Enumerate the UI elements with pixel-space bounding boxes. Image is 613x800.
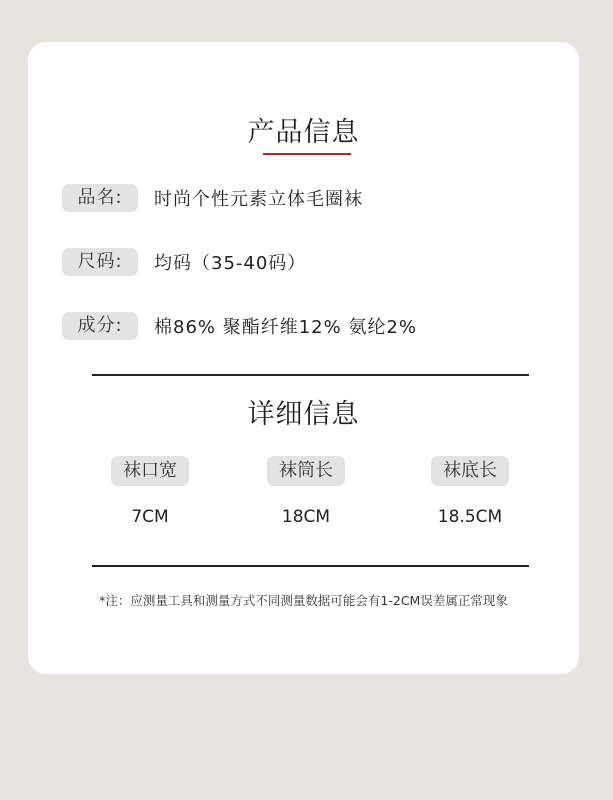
divider-bottom xyxy=(92,565,529,567)
material-label: 成分: xyxy=(62,312,138,340)
foot-length-value: 18.5CM xyxy=(437,507,503,527)
size-value: 均码（35-40码） xyxy=(154,253,307,274)
name-label: 品名: xyxy=(62,184,138,212)
size-label: 尺码: xyxy=(62,248,138,276)
leg-length-value: 18CM xyxy=(281,507,331,527)
measure-leg-length xyxy=(246,456,366,527)
leg-length-label: 袜筒长 xyxy=(267,456,345,486)
foot-length-label: 袜底长 xyxy=(431,456,509,486)
material-value: 棉86% 聚酯纤维12% 氨纶2% xyxy=(154,317,418,338)
info-row-material xyxy=(62,312,417,340)
cuff-width-value: 7CM xyxy=(131,507,169,527)
title-underline xyxy=(263,153,351,155)
info-row-size xyxy=(62,248,306,276)
info-row-name xyxy=(62,184,363,212)
detail-info-title: 详细信息 xyxy=(247,399,360,430)
measure-cuff-width xyxy=(90,456,210,527)
measure-foot-length xyxy=(410,456,530,527)
measurement-note: *注：应测量工具和测量方式不同测量数据可能会有1-2CM误差属正常现象 xyxy=(99,593,508,608)
product-info-card xyxy=(28,42,579,674)
product-info-title: 产品信息 xyxy=(247,117,360,148)
name-value: 时尚个性元素立体毛圈袜 xyxy=(154,189,363,210)
divider-top xyxy=(92,374,529,376)
cuff-width-label: 袜口宽 xyxy=(111,456,189,486)
